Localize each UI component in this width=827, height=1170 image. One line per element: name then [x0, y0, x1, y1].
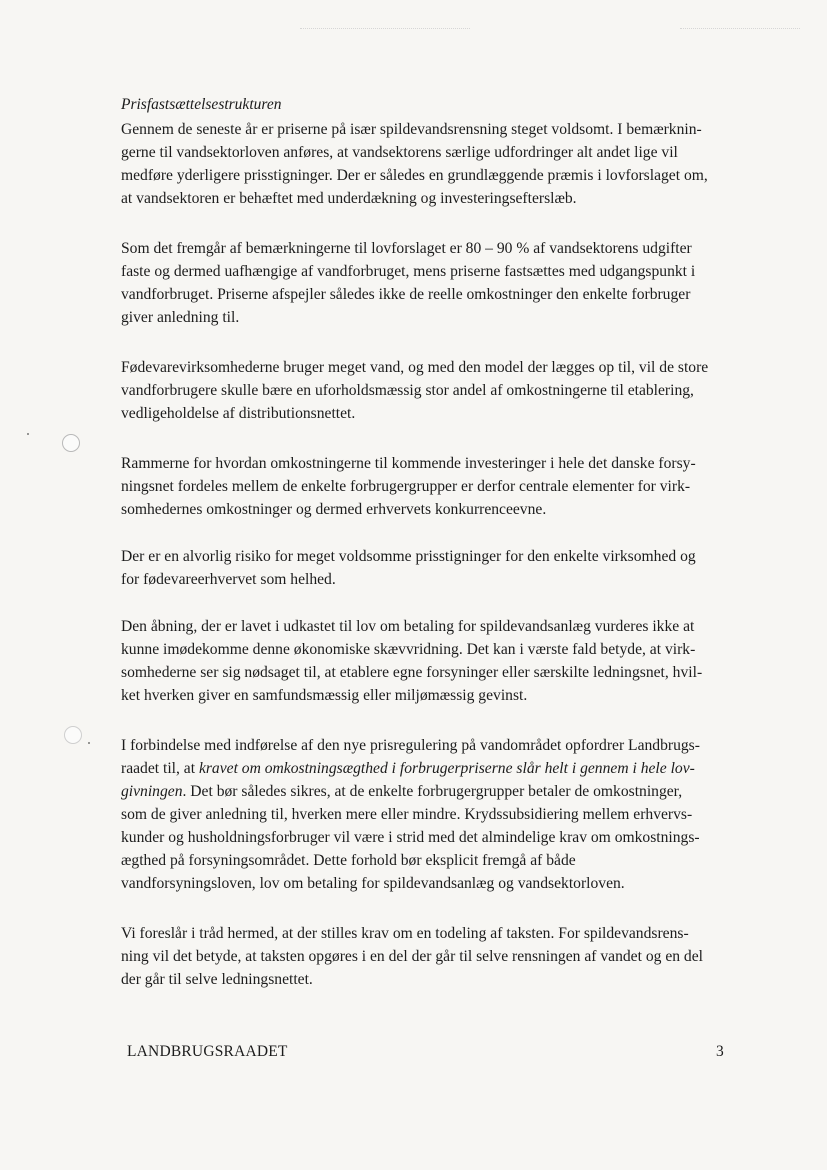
- page-number: 3: [716, 1043, 724, 1060]
- text-line: Gennem de seneste år er priserne på især spildevandsrensning steget voldsomt. I bemærknin-: [121, 121, 702, 138]
- text-line: vandforbruget. Priserne afspejler således ikke de reelle omkostninger den enkelte forbruger: [121, 286, 691, 303]
- text-line: Som det fremgår af bemærkningerne til lovforslaget er 80 – 90 % af vandsektorens udgifter: [121, 240, 692, 257]
- footer-organization: LANDBRUGSRAADET: [127, 1043, 288, 1060]
- text-line: ket hverken giver en samfundsmæssig eller miljømæssig gevinst.: [121, 687, 528, 704]
- text-line: Der er en alvorlig risiko for meget voldsomme prisstigninger for den enkelte virksomhed og: [121, 548, 696, 565]
- scan-speck: [27, 433, 29, 435]
- text-line: somhederne ser sig nødsaget til, at etablere egne forsyninger eller særskilte ledningsnet, hvil-: [121, 664, 703, 681]
- text-line: kunder og husholdningsforbruger vil være i strid med det almindelige krav om omkostnings-: [121, 829, 700, 846]
- punch-hole: [64, 726, 82, 744]
- text-line: ægthed på forsyningsområdet. Dette forhold bør eksplicit fremgå af både: [121, 852, 576, 869]
- text-line: ning vil det betyde, at taksten opgøres i en del der går til selve rensningen af vandet og en del: [121, 948, 703, 965]
- text-line: Rammerne for hvordan omkostningerne til kommende investeringer i hele det danske forsy-: [121, 455, 696, 472]
- paragraph-7: [121, 734, 721, 895]
- text-run: raadet til, at: [121, 760, 199, 777]
- emphasis-text: kravet om omkostningsægthed i forbrugerpriserne slår helt i gennem i hele lov-: [198, 760, 695, 777]
- text-line: Vi foreslår i tråd hermed, at der stilles krav om en todeling af taksten. For spildevandsrens-: [121, 925, 689, 942]
- text-line: I forbindelse med indførelse af den nye prisregulering på vandområdet opfordrer Landbrugs-: [121, 737, 700, 754]
- scan-artifact-line: [680, 28, 800, 30]
- text-line: vandforsyningsloven, lov om betaling for spildevandsanlæg og vandsektorloven.: [121, 875, 625, 892]
- emphasis-text: givningen: [121, 783, 183, 800]
- section-heading: Prisfastsættelsestrukturen: [121, 96, 282, 113]
- paragraph-5: [121, 545, 721, 591]
- text-line: somhedernes omkostninger og dermed erhvervets konkurrenceevne.: [121, 501, 547, 518]
- text-line: Fødevarevirksomhederne bruger meget vand, og med den model der lægges op til, vil de store: [121, 359, 709, 376]
- text-line: gerne til vandsektorloven anføres, at vandsektorens særlige udfordringer alt andet lige vil: [121, 144, 678, 161]
- scan-speck: [88, 742, 90, 744]
- paragraph-1: [121, 118, 721, 210]
- punch-hole: [62, 434, 80, 452]
- paragraph-4: [121, 452, 721, 521]
- text-line: faste og dermed uafhængige af vandforbruget, mens priserne fastsættes med udgangspunkt i: [121, 263, 696, 280]
- text-line: kunne imødekomme denne økonomiske skævvridning. Det kan i værste fald betyde, at virk-: [121, 641, 696, 658]
- text-line: giver anledning til.: [121, 309, 240, 326]
- paragraph-3: [121, 356, 721, 425]
- text-line: vandforbrugere skulle bære en uforholdsmæssig stor andel af omkostningerne til etablering,: [121, 382, 694, 399]
- text-line: [121, 780, 721, 803]
- text-line: Den åbning, der er lavet i udkastet til lov om betaling for spildevandsanlæg vurderes ikke at: [121, 618, 695, 635]
- text-line: vedligeholdelse af distributionsnettet.: [121, 405, 356, 422]
- text-run: . Det bør således sikres, at de enkelte forbrugergrupper betaler de omkostninger,: [182, 783, 683, 800]
- text-line: ningsnet fordeles mellem de enkelte forbrugergrupper er derfor centrale elementer for virk-: [121, 478, 691, 495]
- text-line: for fødevareerhvervet som helhed.: [121, 571, 336, 588]
- text-line: medføre yderligere prisstigninger. Der er således en grundlæggende præmis i lovforslaget om,: [121, 167, 708, 184]
- paragraph-2: [121, 237, 721, 329]
- text-line: der går til selve ledningsnettet.: [121, 971, 313, 988]
- text-line: [121, 757, 721, 780]
- scan-artifact-line: [300, 28, 470, 30]
- paragraph-8: [121, 922, 721, 991]
- text-line: som de giver anledning til, hverken mere eller mindre. Krydssubsidiering mellem erhvervs-: [121, 806, 693, 823]
- text-line: at vandsektoren er behæftet med underdækning og investeringsefterslæb.: [121, 190, 577, 207]
- paragraph-6: [121, 615, 721, 707]
